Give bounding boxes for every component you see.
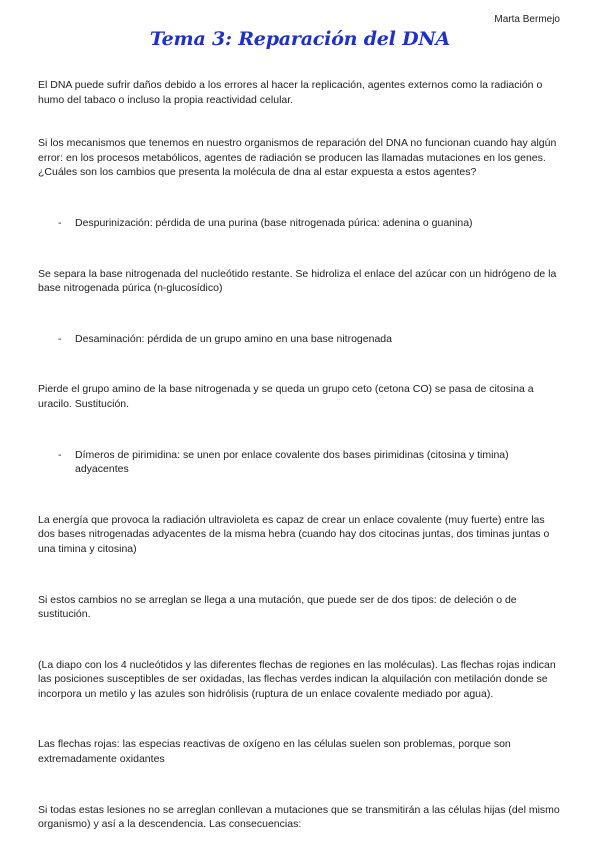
bullet-despurinizacion bbox=[38, 216, 563, 231]
paragraph-mutation-types: Si estos cambios no se arreglan se llega a una mutación, que puede ser de dos tipos: de deleción o de sustitución. bbox=[38, 593, 517, 621]
paragraph-nucleotides-slide: (La diapo con los 4 nucleótidos y las diferentes flechas de regiones en las moléculas). Las flechas rojas indican las posiciones susceptibles de ser oxidadas, las flechas verdes indican la alquilación con metilación donde se incorpora un metilo y las azules son hidrólisis (ruptura de un enlace covalente mediado por agua). bbox=[38, 658, 556, 700]
bullet-text: Dímeros de pirimidina: se unen por enlace covalente dos bases pirimidinas (citosina y timina) adyacentes bbox=[75, 448, 509, 476]
page-title: Tema 3: Reparación del DNA bbox=[149, 28, 451, 50]
bullet-dimeros bbox=[38, 448, 563, 477]
paragraph-mechanisms: Si los mecanismos que tenemos en nuestro organismos de reparación del DNA no funcionan cuando hay algún error: en los procesos metabólicos, agentes de radiación se producen las llamadas mutaciones en los genes. bbox=[38, 137, 557, 164]
bullet-dash: - bbox=[58, 332, 62, 345]
paragraph-uv-radiation: La energía que provoca la radiación ultravioleta es capaz de crear un enlace covalente (muy fuerte) entre las dos bases nitrogenadas adyacentes de la misma hebra (cuando hay dos citocinas juntas, dos timinas juntas o una timina y citosina) bbox=[38, 513, 550, 555]
document-body bbox=[38, 78, 563, 832]
paragraph-question: ¿Cuáles son los cambios que presenta la molécula de dna al estar expuesta a estos agentes? bbox=[38, 166, 477, 179]
paragraph-despurinizacion-detail: Se separa la base nitrogenada del nucleótido restante. Se hidroliza el enlace del azúcar con un hidrógeno de la base nitrogenada púrica (n-glucosídico) bbox=[38, 267, 557, 295]
author-name: Marta Bermejo bbox=[494, 14, 560, 25]
bullet-text: Desaminación: pérdida de un grupo amino en una base nitrogenada bbox=[75, 332, 392, 345]
paragraph-intro: El DNA puede sufrir daños debido a los errores al hacer la replicación, agentes externos como la radiación o humo del tabaco o incluso la propia reactividad celular. bbox=[38, 79, 543, 106]
bullet-dash: - bbox=[58, 448, 62, 461]
bullet-text: Despurinización: pérdida de una purina (base nitrogenada púrica: adenina o guanina) bbox=[75, 216, 473, 229]
paragraph-red-arrows: Las flechas rojas: las especias reactivas de oxígeno en las células suelen son problemas, porque son extremadamente oxidantes bbox=[38, 738, 511, 766]
bullet-desaminacion bbox=[38, 332, 563, 347]
paragraph-consequences: Si todas estas lesiones no se arreglan conllevan a mutaciones que se transmitirán a las células hijas (del mismo organismo) y así a la descendencia. Las consecuencias: bbox=[38, 803, 560, 831]
paragraph-desaminacion-detail: Pierde el grupo amino de la base nitrogenada y se queda un grupo ceto (cetona CO) se pasa de citosina a uracilo. Sustitución. bbox=[38, 383, 534, 410]
bullet-dash: - bbox=[58, 216, 62, 229]
